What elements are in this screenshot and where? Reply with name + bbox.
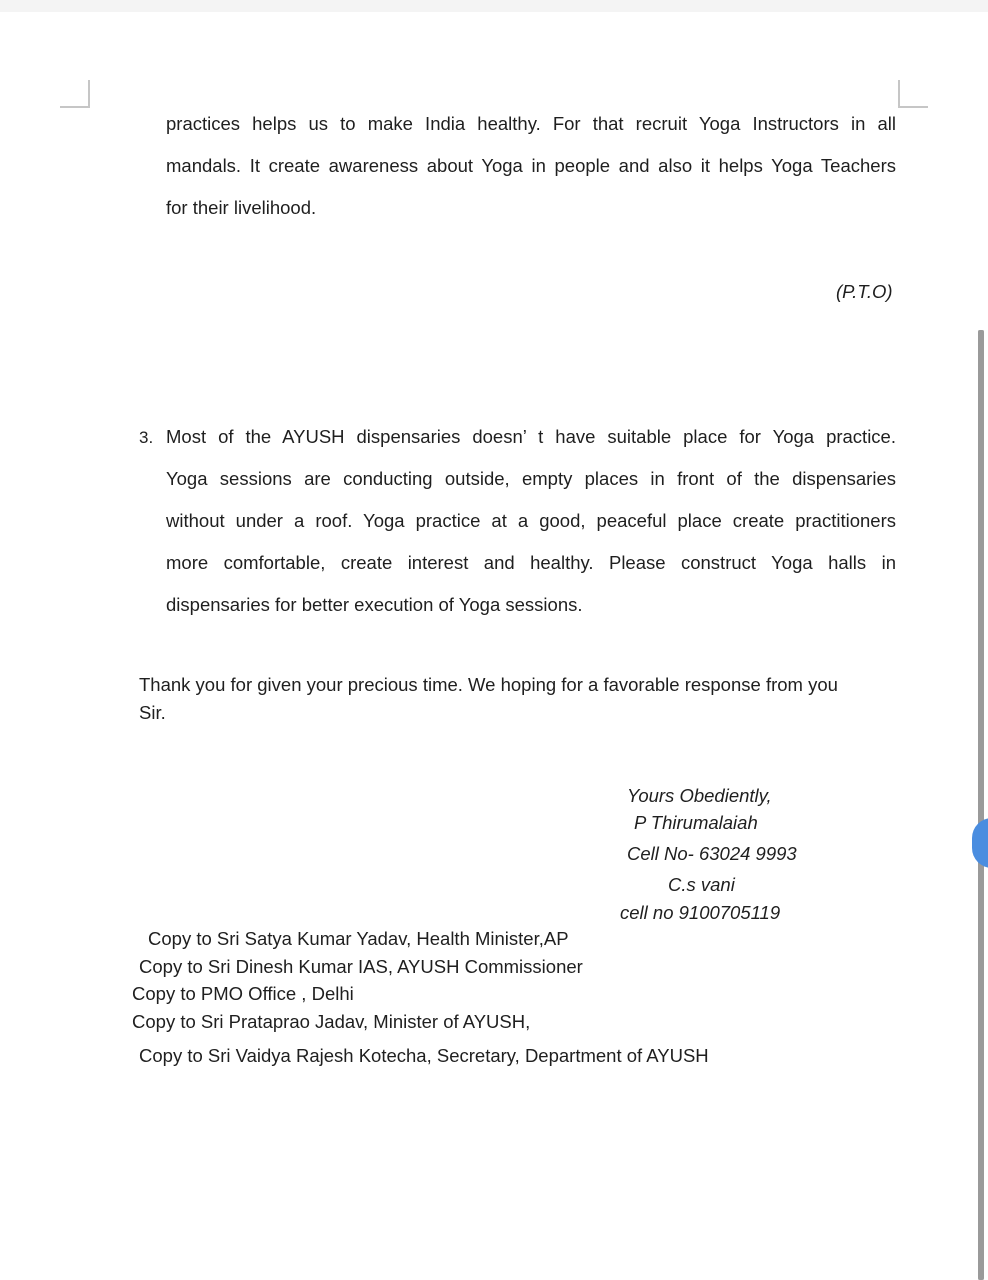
crop-mark-top-right	[898, 106, 928, 108]
side-panel-handle[interactable]	[972, 818, 988, 868]
scrollbar-thumb[interactable]	[978, 330, 984, 1280]
signatory-name: P Thirumalaiah	[634, 812, 758, 833]
signatory-phone: cell no 9100705119	[620, 902, 781, 923]
point-line: Most of the AYUSH dispensaries doesn’ t have suitable place for Yoga practice.	[166, 426, 896, 447]
copy-line: Copy to Sri Prataprao Jadav, Minister of AYUSH,	[132, 1011, 531, 1032]
point-line: Yoga sessions are conducting outside, empty places in front of the dispensaries	[166, 468, 896, 489]
closing-text: Thank you for given your precious time. We hoping for a favorable response from you	[139, 674, 838, 695]
crop-mark-top-left	[60, 106, 90, 108]
pto-label: (P.T.O)	[836, 281, 893, 302]
crop-mark-top-right	[898, 80, 900, 108]
signatory-name: C.s vani	[668, 874, 735, 895]
salutation: Yours Obediently,	[627, 785, 772, 806]
paragraph-line: practices helps us to make India healthy. For that recruit Yoga Instructors in all	[166, 113, 896, 134]
point-line: dispensaries for better execution of Yoga sessions.	[166, 594, 583, 615]
point-line: without under a roof. Yoga practice at a good, peaceful place create practitioners	[166, 510, 896, 531]
paragraph-line: mandals. It create awareness about Yoga in people and also it helps Yoga Teachers	[166, 155, 896, 176]
crop-mark-top-left	[88, 80, 90, 108]
copy-line: Copy to Sri Satya Kumar Yadav, Health Minister,AP	[148, 928, 569, 949]
copy-line: Copy to Sri Dinesh Kumar IAS, AYUSH Commissioner	[139, 956, 583, 977]
closing-text: Sir.	[139, 702, 166, 723]
paragraph-line: for their livelihood.	[166, 197, 317, 218]
list-number: 3.	[139, 428, 154, 447]
signatory-phone: Cell No- 63024 9993	[627, 843, 797, 864]
copy-line: Copy to Sri Vaidya Rajesh Kotecha, Secretary, Department of AYUSH	[139, 1045, 709, 1066]
point-line: more comfortable, create interest and healthy. Please construct Yoga halls in	[166, 552, 896, 573]
top-bar	[0, 0, 988, 12]
copy-line: Copy to PMO Office , Delhi	[132, 983, 354, 1004]
